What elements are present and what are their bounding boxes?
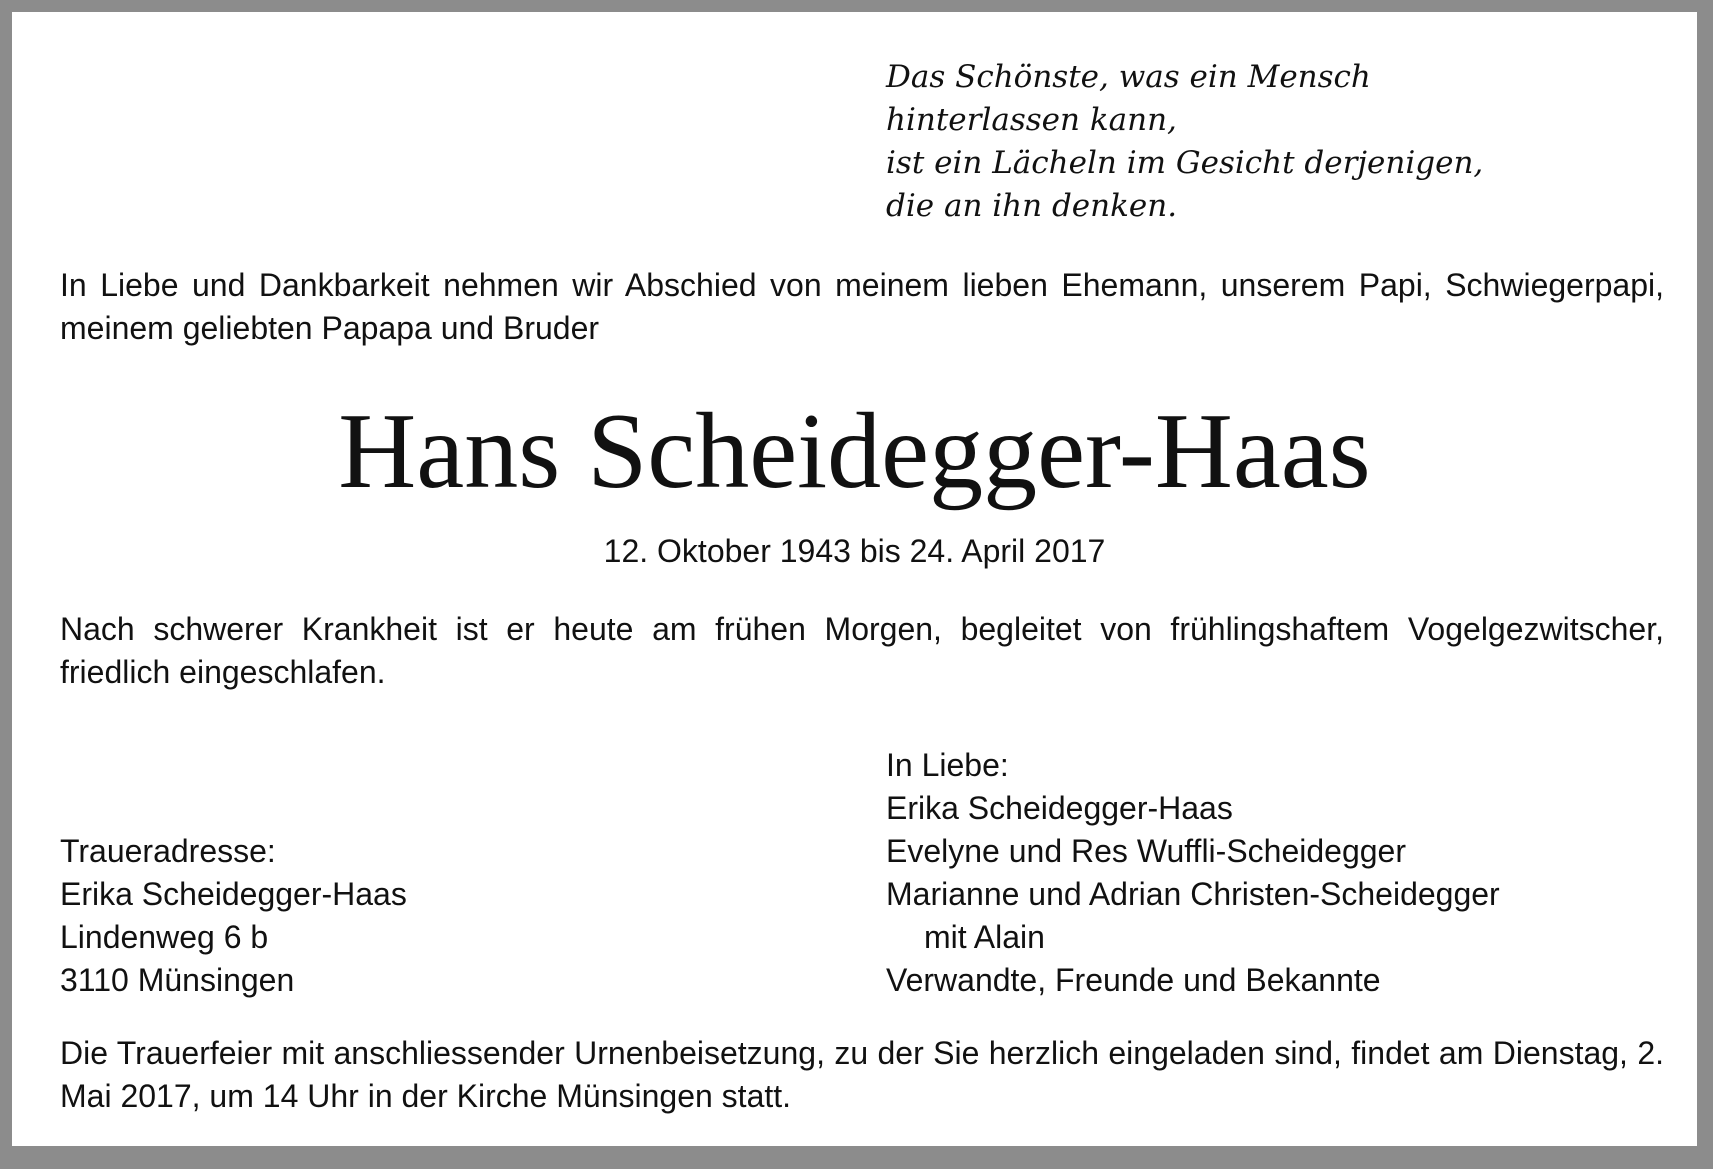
- life-dates: 12. Oktober 1943 bis 24. April 2017: [603, 533, 1106, 569]
- quote-line: ist ein Lächeln im Gesicht derjenigen,: [886, 145, 1484, 181]
- mourners-list: [886, 744, 1500, 1002]
- intro-paragraph: In Liebe und Dankbarkeit nehmen wir Abschied von meinem lieben Ehemann, unserem Papi, Schwiegerpapi, meinem geliebten Papapa und Bruder: [60, 267, 1664, 346]
- address-city: 3110 Münsingen: [60, 962, 295, 998]
- memorial-quote: [886, 56, 1483, 228]
- ceremony-paragraph: Die Trauerfeier mit anschliessender Urnenbeisetzung, zu der Sie herzlich eingeladen sind, findet am Dienstag, 2. Mai 2017, um 14 Uhr in der Kirche Münsingen statt.: [60, 1035, 1664, 1114]
- quote-line: Das Schönste, was ein Mensch: [886, 59, 1371, 95]
- address-name: Erika Scheidegger-Haas: [60, 876, 407, 912]
- address-street: Lindenweg 6 b: [60, 919, 269, 955]
- mourner-line: Evelyne und Res Wuffli-Scheidegger: [886, 833, 1406, 869]
- mourner-line: Marianne und Adrian Christen-Scheidegger: [886, 876, 1500, 912]
- deceased-name: Hans Scheidegger-Haas: [338, 392, 1371, 511]
- mourner-line: mit Alain: [924, 919, 1045, 955]
- passing-paragraph: Nach schwerer Krankheit ist er heute am frühen Morgen, begleitet von frühlingshaftem Vogelgezwitscher, friedlich eingeschlafen.: [60, 611, 1664, 690]
- mourner-line: Verwandte, Freunde und Bekannte: [886, 962, 1381, 998]
- address-heading: Traueradresse:: [60, 833, 276, 869]
- obituary-notice: [12, 12, 1697, 1152]
- mourner-line: Erika Scheidegger-Haas: [886, 790, 1233, 826]
- quote-line: die an ihn denken.: [886, 188, 1178, 224]
- mourners-heading: In Liebe:: [886, 747, 1009, 783]
- quote-line: hinterlassen kann,: [886, 102, 1177, 138]
- mourning-address: [60, 830, 407, 1002]
